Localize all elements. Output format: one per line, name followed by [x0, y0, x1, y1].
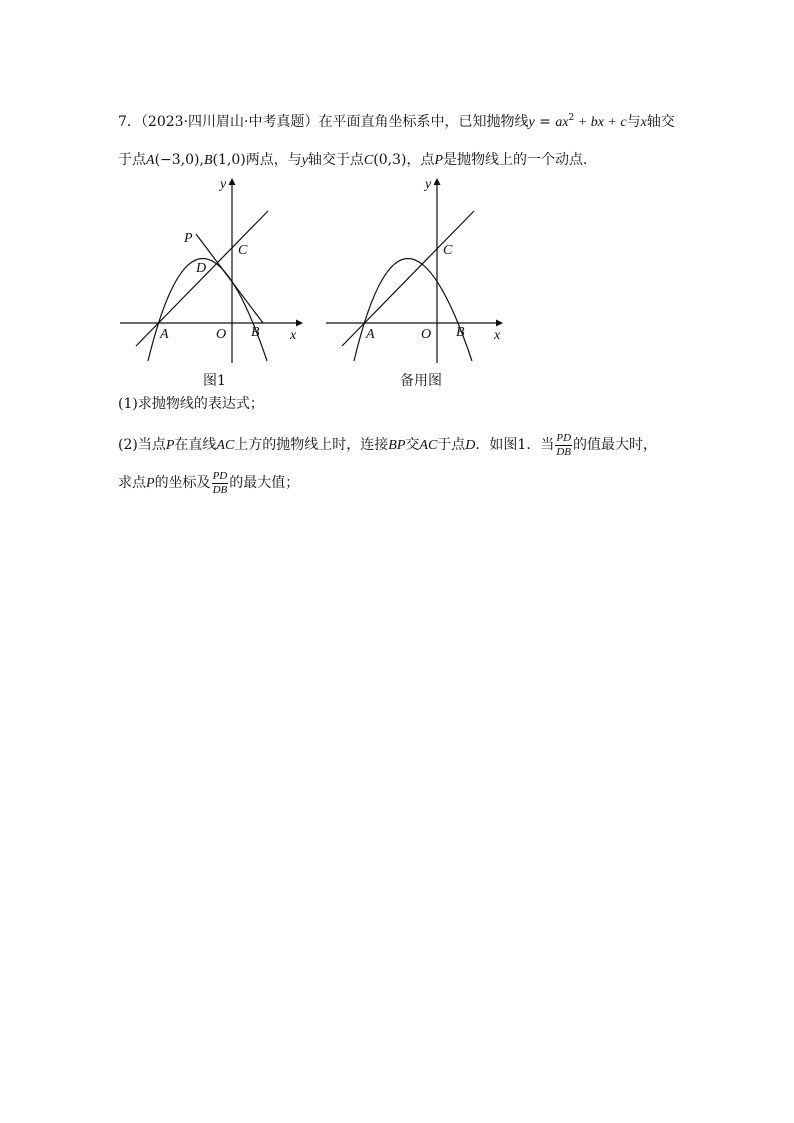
- y-axis-arrow: [434, 178, 441, 185]
- q2-text-i: 的坐标及: [154, 475, 211, 491]
- x-axis-arrow: [496, 320, 503, 327]
- fraction-numerator: PD: [212, 469, 228, 482]
- label-b: B: [251, 325, 260, 340]
- x-variable: x: [640, 115, 647, 130]
- label-y: y: [220, 177, 227, 192]
- problem-line-1: [118, 108, 675, 133]
- point-c-label: C: [363, 153, 374, 168]
- equation-square: 2: [568, 113, 575, 123]
- equation-equals: =: [534, 114, 556, 130]
- problem-number: 7．: [118, 114, 141, 130]
- figure-1-caption: 图1: [203, 373, 226, 389]
- label-o: O: [421, 327, 432, 342]
- q2-text-c: 上方的抛物线上时，连接: [234, 437, 389, 453]
- label-b: B: [456, 325, 465, 340]
- parabola: [148, 259, 267, 362]
- q2-line-ac-2: AC: [419, 438, 438, 453]
- label-p: P: [184, 231, 193, 246]
- q2-text-g: 的值最大时，: [573, 437, 658, 453]
- problem-line-2: [118, 150, 597, 171]
- point-a-coord: (−3,0),: [154, 152, 204, 168]
- segment-pb: [196, 234, 263, 323]
- q2-text-b: 在直线: [174, 437, 217, 453]
- q2-text-h: 求点: [118, 475, 146, 491]
- q2-text-f: ．如图1．当: [475, 437, 555, 453]
- equation-rest: + bx + c: [574, 115, 627, 130]
- q2-segment-bp: BP: [388, 438, 406, 453]
- point-a-label: A: [146, 153, 155, 168]
- fraction-denominator: DB: [212, 483, 228, 496]
- problem-intro: 在平面直角坐标系中，已知抛物线: [318, 114, 529, 130]
- q2-point-p-2: P: [146, 476, 155, 491]
- point-b-label: B: [203, 153, 213, 168]
- question-2-line-1: [118, 428, 657, 463]
- fraction-numerator: PD: [556, 431, 572, 444]
- line-ac: [342, 211, 474, 346]
- point-b-coord: (1,0): [212, 152, 246, 168]
- q2-point-p: P: [165, 438, 175, 453]
- line2-mid2: 轴交于点: [307, 152, 364, 168]
- label-o: O: [216, 327, 227, 342]
- q2-text-a: (2)当点: [118, 437, 166, 453]
- question-2-line-2: [118, 466, 299, 501]
- fraction-pd-db: [555, 432, 572, 459]
- line2-end: 是抛物线上的一个动点．: [443, 152, 598, 168]
- equation-ax: ax: [555, 115, 569, 130]
- y-variable: y: [301, 153, 308, 168]
- x-axis-arrow: [296, 320, 303, 327]
- label-c: C: [443, 243, 453, 258]
- label-d: D: [196, 261, 207, 276]
- label-c: C: [238, 243, 248, 258]
- label-a: A: [366, 327, 375, 342]
- point-c-coord: (0,3): [373, 152, 407, 168]
- problem-source: （2023·四川眉山·中考真题）: [140, 114, 319, 130]
- q2-text-j: 的最大值；: [229, 475, 300, 491]
- q2-point-d: D: [465, 438, 476, 453]
- equation-y: y: [528, 115, 535, 130]
- q2-text-d: 交: [405, 437, 420, 453]
- fraction-denominator: DB: [556, 445, 572, 458]
- label-x: x: [494, 328, 501, 343]
- problem-intro-end: 轴交: [646, 114, 675, 130]
- label-a: A: [160, 327, 169, 342]
- problem-intro-tail: 与: [626, 114, 641, 130]
- figure-2-caption: 备用图: [400, 373, 442, 389]
- figure-2: [324, 176, 524, 366]
- line2-mid: 两点，与: [245, 152, 302, 168]
- fraction-pd-db-2: [212, 470, 229, 497]
- point-p-label: P: [434, 153, 444, 168]
- question-1: (1)求抛物线的表达式；: [118, 396, 264, 412]
- figure-1: [118, 176, 318, 366]
- q2-line-ac: AC: [216, 438, 235, 453]
- line-ac: [136, 211, 268, 346]
- line2-start: 于点: [118, 152, 146, 168]
- q2-text-e: 于点: [437, 437, 466, 453]
- label-y: y: [425, 177, 432, 192]
- y-axis-arrow: [229, 178, 236, 185]
- line2-mid3: ，点: [406, 152, 435, 168]
- label-x: x: [290, 328, 297, 343]
